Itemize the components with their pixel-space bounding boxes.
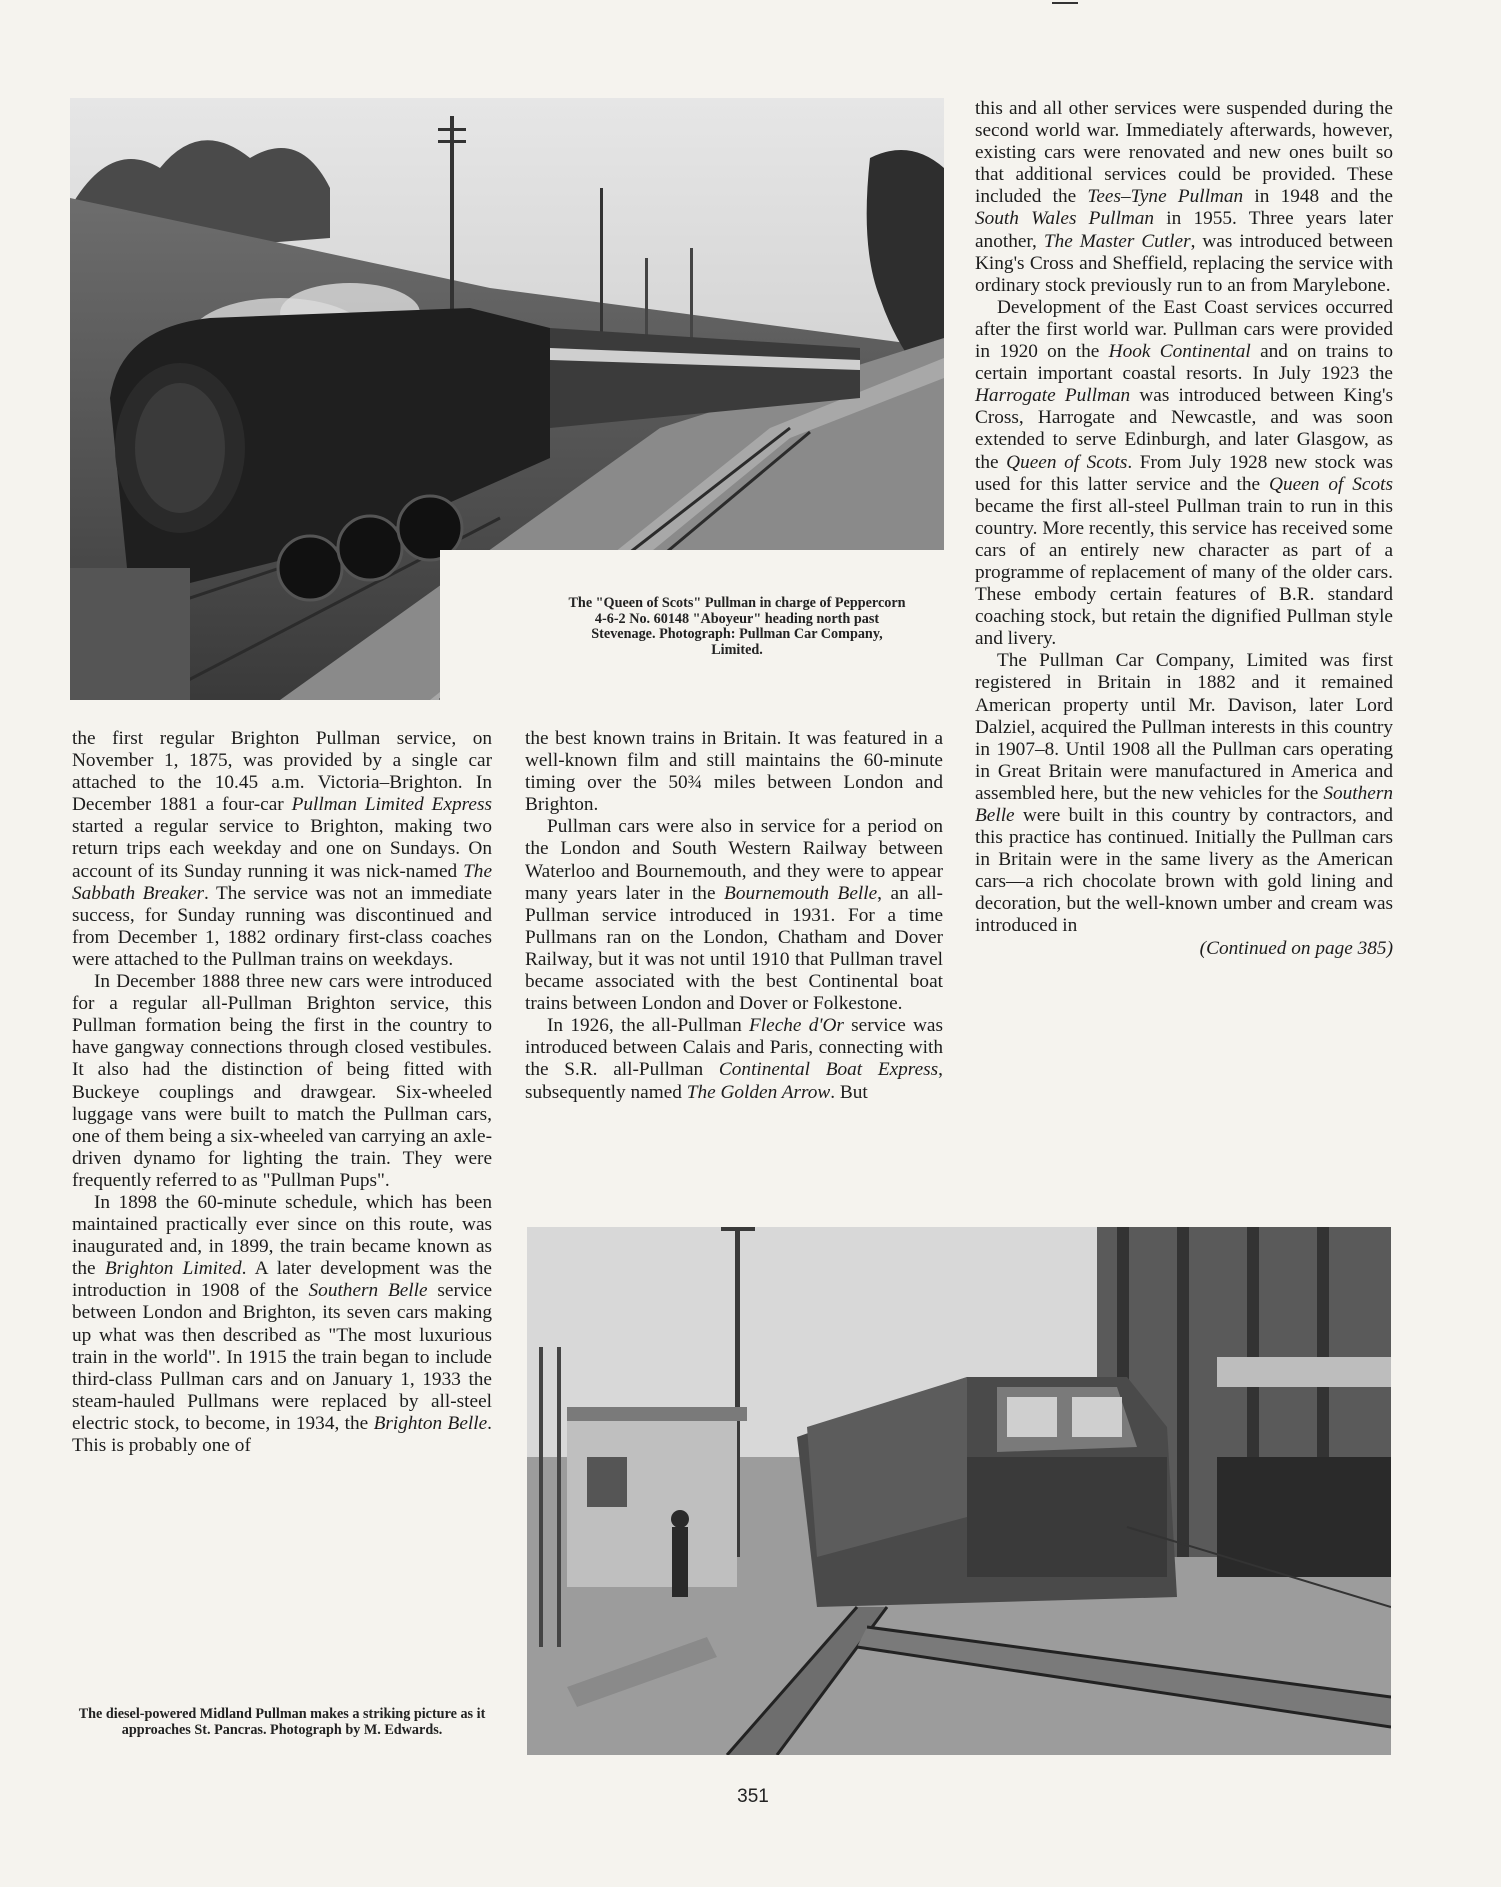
col3-paragraph-1: this and all other services were suspended during the second world war. Immediately afterwards, however, existing cars were renovated and new ones built so that additional services could be provided. These included the Tees–Tyne Pullman in 1948 and the South Wales Pullman in 1955. Three years later another, The Master Cutler, was introduced between King's Cross and Sheffield, replacing the service with ordinary stock previously run to an from Marylebone. (975, 98, 1394, 296)
col3-paragraph-2: Development of the East Coast services occurred after the first world war. Pullman cars were provided in 1920 on the Hook Continental and on trains to certain important coastal resorts. In July 1923 the Harrogate Pullman was introduced between King's Cross, Harrogate and Newcastle, and was soon extended to serve Edinburgh, and later Glasgow, as the Queen of Scots. From July 1928 new stock was used for this latter service and the Queen of Scots became the first all-steel Pullman train to run in this country. More recently, this service has received some cars of an entirely new character as part of a programme of replacement of many of the older cars. These embody certain features of B.R. standard coaching stock, but retain the dignified Pullman style and livery. (975, 296, 1393, 650)
continued-note: (Continued on page 385) (1199, 937, 1393, 959)
col1-paragraph-1: the first regular Brighton Pullman service, on November 1, 1875, was provided by a single car attached to the 10.45 a.m. Victoria–Brighton. In December 1881 a four-car Pullman Limited Express started a regular service to Brighton, making two return trips each weekday and one on Sundays. On account of its Sunday running it was nick-named The Sabbath Breaker. The service was not an immediate success, for Sunday running was discontinued and from December 1, 1882 ordinary first-class coaches were attached to the Pullman trains on weekdays. (72, 728, 493, 970)
diesel-train-illustration (527, 1227, 1391, 1755)
col1-paragraph-2: In December 1888 three new cars were introduced for a regular all-Pullman Brighton service, this Pullman formation being the first in the country to have gangway connections through closed vestibules. It also had the distinction of being fitted with Buckeye couplings and drawgear. Six-wheeled luggage vans were built to match the Pullman cars, one of them being a six-wheeled van carrying an axle-driven dynamo for lighting the train. They were frequently referred to as "Pullman Pups". (72, 971, 492, 1191)
top-photo-caption: The "Queen of Scots" Pullman in charge of Peppercorn 4-6-2 No. 60148 "Aboyeur" heading north past Stevenage. Photograph: Pullman Car Company, Limited. (568, 595, 906, 658)
col3-paragraph-3: The Pullman Car Company, Limited was first registered in Britain in 1882 and it remained American property until Mr. Davison, later Lord Dalziel, acquired the Pullman interests in this country in 1907–8. Until 1908 all the Pullman cars operating in Great Britain were manufactured in America and assembled here, but the new vehicles for the Southern Belle were built in this country by contractors, and this practice has continued. Initially the Pullman cars in Britain were in the same livery as the American cars—a rich chocolate brown with gold lining and decoration, but the well-known umber and cream was introduced in (975, 650, 1393, 937)
col2-paragraph-3: In 1926, the all-Pullman Fleche d'Or service was introduced between Calais and Paris, connecting with the S.R. all-Pullman Continental Boat Express, subsequently named The Golden Arrow. But (525, 1015, 943, 1103)
top-mark (1052, 2, 1078, 4)
bottom-photo-caption: The diesel-powered Midland Pullman makes a striking picture as it approaches St. Pancras. Photograph by M. Edwards. (78, 1706, 486, 1738)
page-number: 351 (737, 1786, 769, 1807)
column-2 (525, 728, 943, 1104)
col2-paragraph-1: the best known trains in Britain. It was featured in a well-known film and still maintains the 60-minute timing over the 50¾ miles between London and Brighton. (525, 728, 943, 816)
col2-paragraph-2: Pullman cars were also in service for a period on the London and South Western Railway between Waterloo and Bournemouth, and they were to appear many years later in the Bournemouth Belle, an all-Pullman service introduced in 1931. For a time Pullmans ran on the London, Chatham and Dover Railway, but it was not until 1910 that Pullman travel became associated with the best Continental boat trains between London and Dover or Folkestone. (525, 816, 943, 1015)
column-3 (975, 98, 1393, 960)
column-1 (72, 728, 492, 1457)
col1-paragraph-3: In 1898 the 60-minute schedule, which has been maintained practically ever since on this route, was inaugurated and, in 1899, the train became known as the Brighton Limited. A later development was the introduction in 1908 of the Southern Belle service between London and Brighton, its seven cars making up what was then described as "The most luxurious train in the world". In 1915 the train began to include third-class Pullman cars and on January 1, 1933 the steam-hauled Pullmans were replaced by all-steel electric stock, to become, in 1934, the Brighton Belle. This is probably one of (72, 1191, 493, 1456)
midland-pullman-photo (527, 1227, 1391, 1755)
